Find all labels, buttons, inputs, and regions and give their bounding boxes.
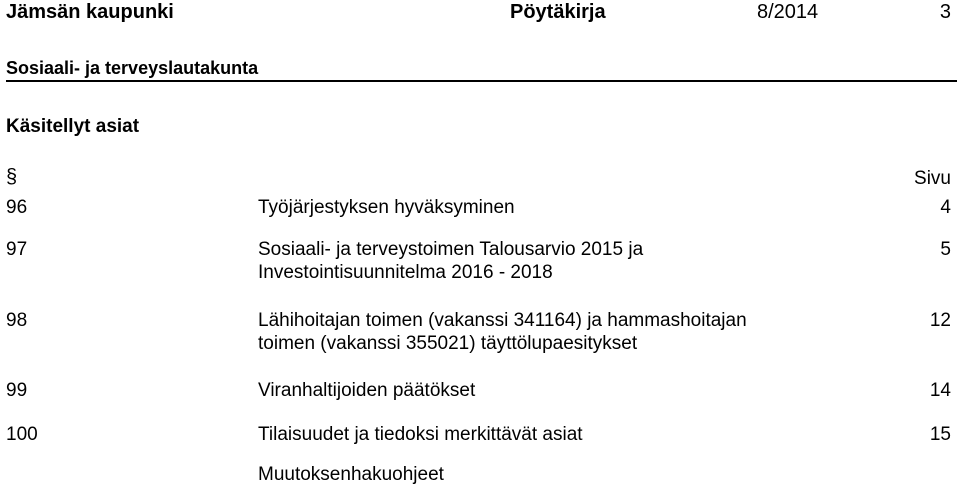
header-divider <box>6 80 957 82</box>
item-title: Muutoksenhakuohjeet <box>258 464 444 485</box>
item-number: 99 <box>6 380 28 401</box>
committee-name: Sosiaali- ja terveyslautakunta <box>6 58 259 78</box>
city-name: Jämsän kaupunki <box>6 1 174 23</box>
item-page: 5 <box>940 239 951 260</box>
paragraph-column-header: § <box>6 166 18 188</box>
section-title: Käsitellyt asiat <box>6 116 140 137</box>
item-page: 14 <box>929 380 951 401</box>
item-number: 97 <box>6 239 28 260</box>
item-title: Sosiaali- ja terveystoimen Talousarvio 2015 ja Investointisuunnitelma 2016 - 2018 <box>258 239 644 283</box>
item-title: Työjärjestyksen hyväksyminen <box>258 197 515 218</box>
item-number: 98 <box>6 310 28 331</box>
item-number: 96 <box>6 197 28 218</box>
item-title: Lähihoitajan toimen (vakanssi 341164) ja hammashoitajan toimen (vakanssi 355021) täyttölupaesitykset <box>258 310 747 354</box>
item-page: 15 <box>929 424 951 445</box>
document-number: 8/2014 <box>757 1 819 23</box>
item-page: 12 <box>929 310 951 331</box>
document-type: Pöytäkirja <box>510 1 606 23</box>
page-number: 3 <box>939 1 951 23</box>
page-column-header: Sivu <box>914 168 951 189</box>
item-number: 100 <box>6 424 38 445</box>
item-title: Tilaisuudet ja tiedoksi merkittävät asiat <box>258 424 583 445</box>
item-title: Viranhaltijoiden päätökset <box>258 380 476 401</box>
item-page: 4 <box>940 197 951 218</box>
